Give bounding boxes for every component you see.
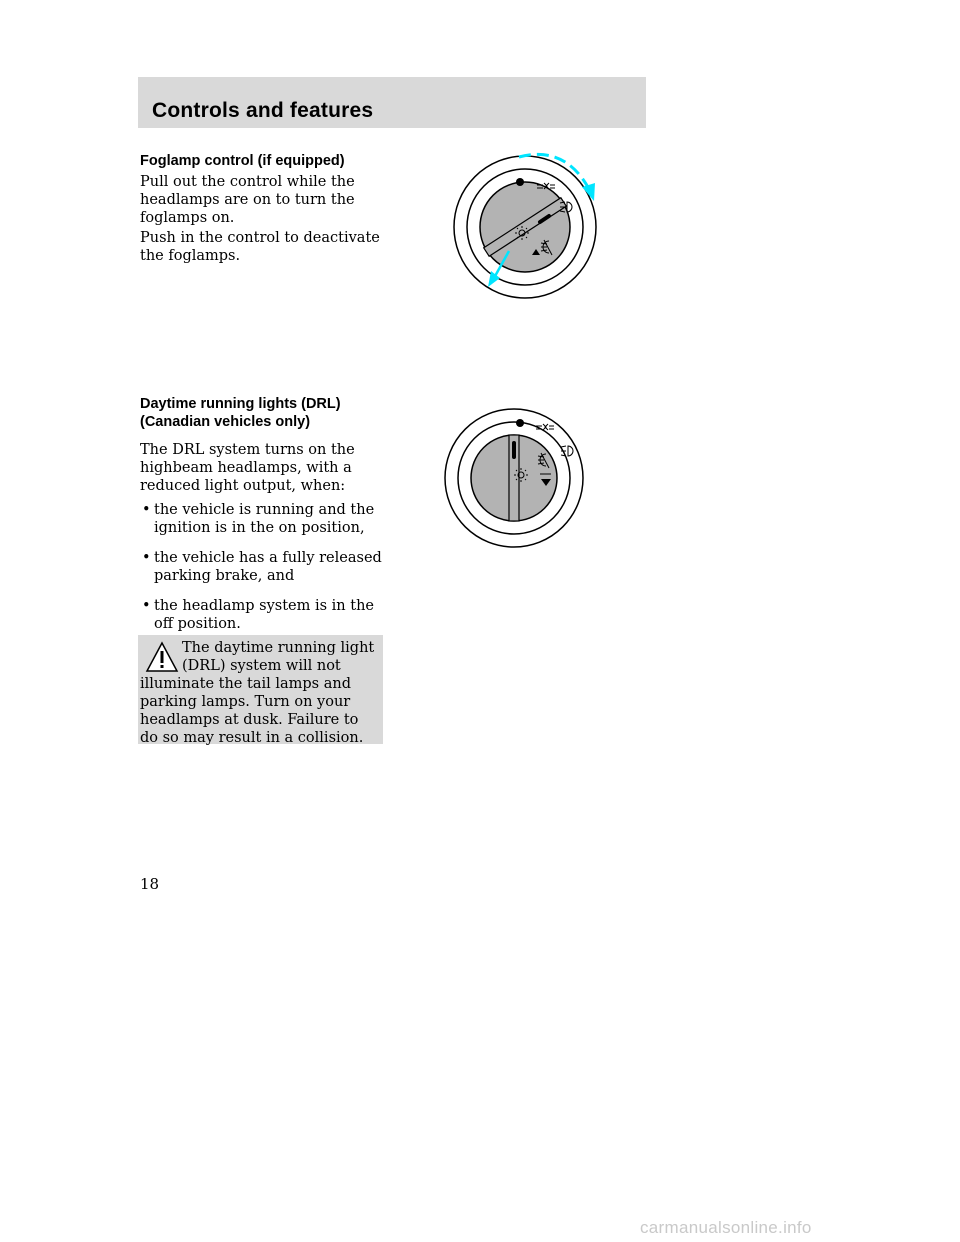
warning-box [138,635,383,744]
drl-conditions-list [140,501,390,645]
foglamp-instruction-1: Pull out the control while the headlamps are on to turn the foglamps on. [140,174,355,226]
drl-intro: The DRL system turns on the highbeam headlamps, with a reduced light output, when: [140,442,355,494]
list-item: • the vehicle is running and the ignition is in the on position, [140,501,390,537]
drl-heading-line-2: (Canadian vehicles only) [140,414,311,430]
page-number: 18 [140,875,160,893]
foglamp-switch-illustration [445,145,615,310]
watermark: carmanualsonline.info [640,1218,812,1237]
foglamp-heading: Foglamp control (if equipped) [140,153,345,169]
warning-text-line-2: (DRL) system will not [182,658,341,674]
drl-switch-illustration [440,395,600,555]
list-item: • the headlamp system is in the off position. [140,597,390,633]
warning-triangle-icon [145,640,179,674]
warning-text-line-1: The daytime running light [182,640,375,656]
warning-text-body: illuminate the tail lamps and parking lamps. Turn on your headlamps at dusk. Failure to do so may result in a collision. [140,676,364,746]
page-title: Controls and features [152,99,374,122]
drl-heading-line-1: Daytime running lights (DRL) [140,396,341,412]
page-header [138,77,646,128]
list-item: • the vehicle has a fully released parking brake, and [140,549,390,585]
foglamp-instruction-2: Push in the control to deactivate the foglamps. [140,230,380,264]
